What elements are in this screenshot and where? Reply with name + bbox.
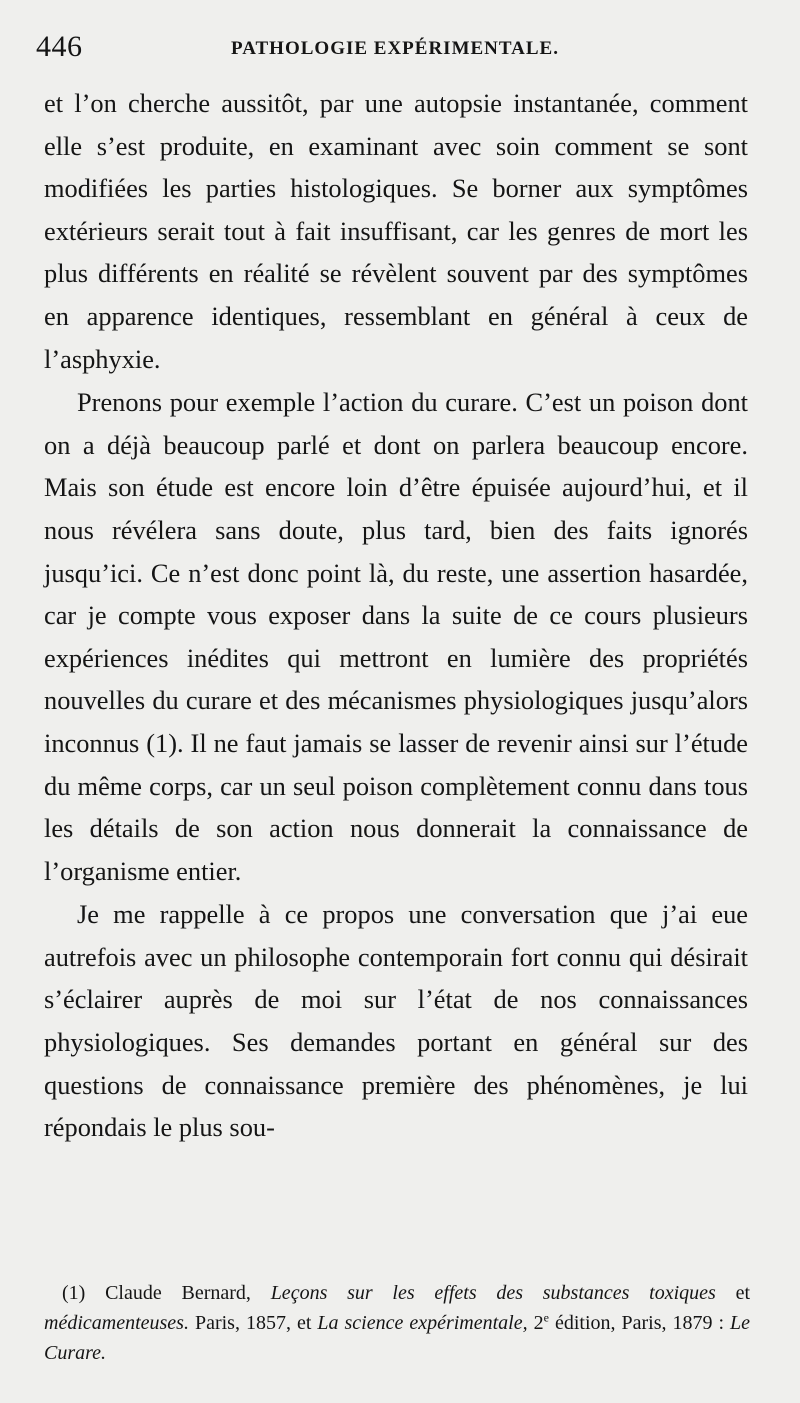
footnote-edition-word: édition, [554,1312,616,1334]
footnote-edition-sup: e [543,1310,549,1325]
footnote-title-2: La science expérimentale, [317,1312,528,1334]
body-text [44,82,748,1149]
footnote-edition [534,1312,549,1334]
paragraph-2: Prenons pour exemple l’action du curare. C’est un poison dont on a déjà beaucoup parlé et dont on parlera beaucoup encore. Mais son étude est encore loin d’être épuisée aujourd’hui, et il nous révélera sans doute, plus tard, bien des faits ignorés jusqu’ici. Ce n’est donc point là, du reste, une assertion hasardée, car je compte vous exposer dans la suite de ce cours plusieurs expériences inédites qui mettront en lumière des propriétés nouvelles du curare et des mécanismes physiologiques jusqu’alors inconnus (1). Il ne faut jamais se lasser de revenir ainsi sur l’étude du même corps, car un seul poison complètement connu dans tous les détails de son action nous donnerait la connaissance de l’organisme entier. [44,387,748,886]
page-header [36,28,756,68]
footnote-marker: (1) [62,1282,86,1304]
footnote [44,1278,750,1368]
footnote-title-1: Leçons sur les effets des substances toxiques [270,1282,716,1304]
page-number: 446 [36,30,83,63]
footnote-place-2: Paris, 1879 : [621,1312,725,1334]
footnote-text [44,1278,750,1368]
footnote-edition-num: 2 [533,1312,544,1334]
paragraph-3: Je me rappelle à ce propos une conversation que j’ai eue autrefois avec un philosophe contemporain fort connu qui désirait s’éclairer auprès de moi sur l’état de nos connaissances physiologiques. Ses demandes portant en général sur des questions de connaissance première des phénomènes, je lui répondais le plus sou- [44,899,748,1143]
footnote-author: Claude Bernard, [105,1282,251,1304]
running-head: PATHOLOGIE EXPÉRIMENTALE. [231,38,559,59]
footnote-title-3: Le Curare. [44,1312,751,1364]
paragraph-1: et l’on cherche aussitôt, par une autopsie instantanée, comment elle s’est produite, en examinant avec soin comment se sont modifiées les parties histologiques. Se borner aux symptômes extérieurs serait tout à fait insuffisant, car les genres de mort les plus différents en réalité se révèlent souvent par des symptômes en apparence identiques, ressemblant en général à ceux de l’asphyxie. [44,88,748,374]
footnote-title-1b: médicamenteuses. [44,1312,189,1334]
footnote-place-1: Paris, 1857, et [194,1312,312,1334]
footnote-conj: et [735,1282,751,1304]
